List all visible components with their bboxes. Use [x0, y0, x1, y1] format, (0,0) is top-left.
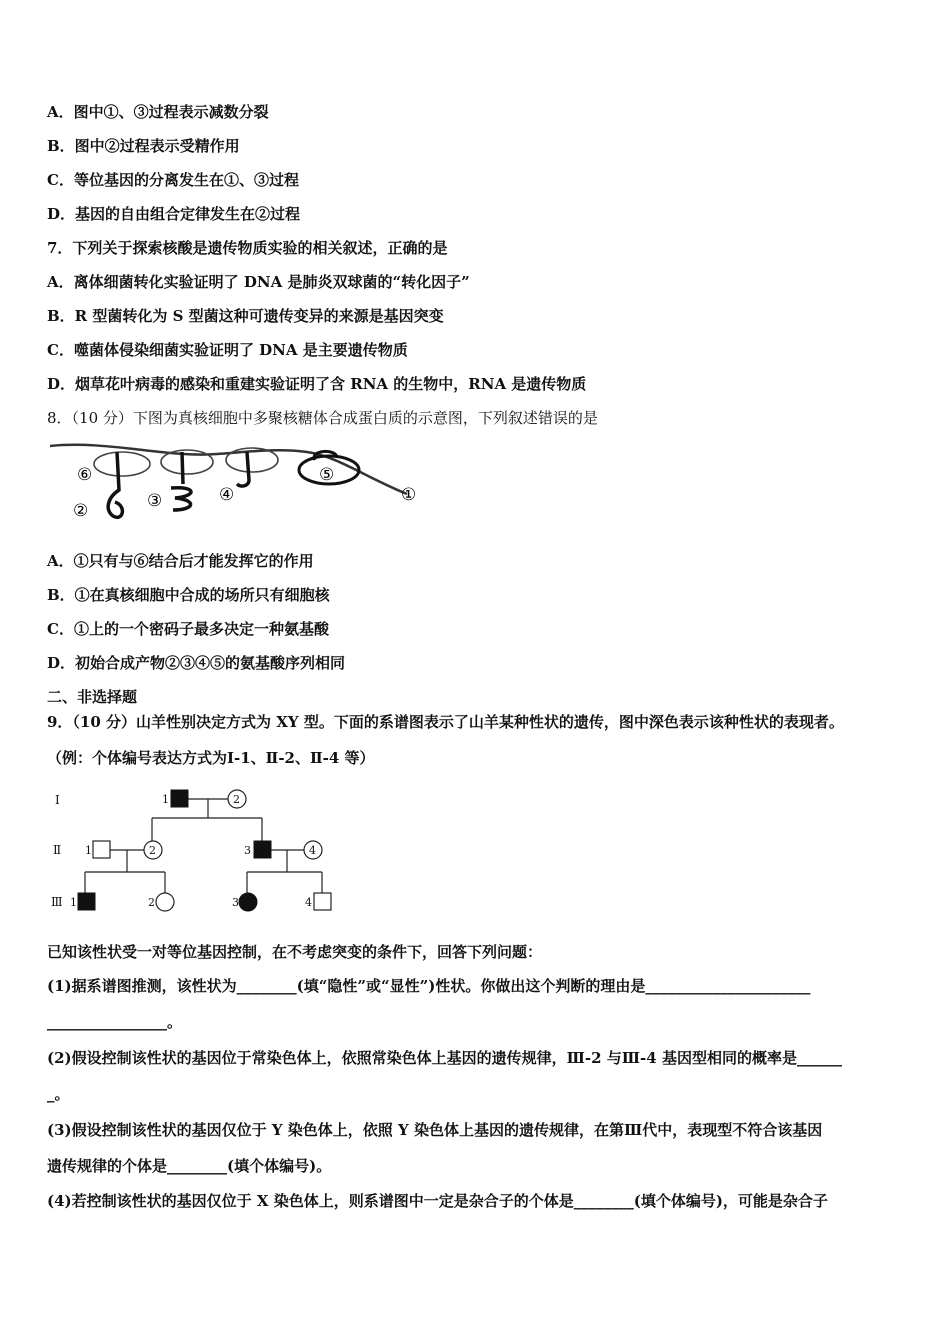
num-III-4: 4 [305, 896, 312, 909]
polyribosome-figure [47, 438, 437, 538]
q7-stem: 7．下列关于探索核酸是遗传物质实验的相关叙述，正确的是 [47, 239, 448, 257]
III-2-female [156, 893, 174, 911]
label-4: ④ [219, 485, 235, 505]
q9-part1-b: ________________。 [47, 1013, 183, 1031]
q8-option-b: B．①在真核细胞中合成的场所只有细胞核 [47, 586, 330, 604]
label-1: ① [401, 485, 417, 505]
q8-stem: 8．（10 分）下图为真核细胞中多聚核糖体合成蛋白质的示意图，下列叙述错误的是 [47, 409, 598, 427]
q6-option-d: D．基因的自由组合定律发生在②过程 [47, 205, 301, 223]
label-5: ⑤ [319, 465, 335, 485]
q6-option-b: B．图中②过程表示受精作用 [47, 137, 240, 155]
q9-part3-b: 遗传规律的个体是________(填个体编号)。 [47, 1157, 332, 1175]
q9-part2-a: (2)假设控制该性状的基因位于常染色体上，依照常染色体上基因的遗传规律，Ⅲ-2 与Ⅲ-4 基因型相同的概率是______ [47, 1049, 842, 1067]
q9-part2-b: _。 [47, 1085, 70, 1103]
q9-part4: (4)若控制该性状的基因仅位于 X 染色体上，则系谱图中一定是杂合子的个体是________(填个体编号)，可能是杂合子 [47, 1192, 828, 1210]
q7-option-d: D．烟草花叶病毒的感染和重建实验证明了含 RNA 的生物中，RNA 是遗传物质 [47, 375, 587, 393]
q9-example: （例：个体编号表达方式为Ⅰ-1、Ⅱ-2、Ⅱ-4 等） [47, 749, 375, 767]
q7-option-a: A．离体细菌转化实验证明了 DNA 是肺炎双球菌的“转化因子” [47, 273, 470, 291]
III-3-affected-female [239, 893, 257, 911]
q9-stem: 9．（10 分）山羊性别决定方式为 XY 型。下面的系谱图表示了山羊某种性状的遗传，图中深色表示该种性状的表现者。 [47, 713, 844, 731]
q6-option-c: C．等位基因的分离发生在①、③过程 [47, 171, 299, 189]
label-6: ⑥ [77, 465, 93, 485]
q9-intro: 已知该性状受一对等位基因控制，在不考虑突变的条件下，回答下列问题： [47, 943, 543, 961]
gen-label-3: Ⅲ [51, 895, 63, 909]
q7-option-c: C．噬菌体侵染细菌实验证明了 DNA 是主要遗传物质 [47, 341, 408, 359]
I-1-affected-male [171, 790, 188, 807]
num-II-4: 4 [309, 844, 316, 857]
q8-option-c: C．①上的一个密码子最多决定一种氨基酸 [47, 620, 329, 638]
gen-label-1: Ⅰ [55, 793, 60, 807]
q9-part3-a: (3)假设控制该性状的基因仅位于 Y 染色体上，依照 Y 染色体上基因的遗传规律，在第Ⅲ代中，表现型不符合该基因 [47, 1121, 823, 1139]
label-3: ③ [147, 491, 163, 511]
q8-option-a: A．①只有与⑥结合后才能发挥它的作用 [47, 552, 314, 570]
II-3-affected-male [254, 841, 271, 858]
num-III-3: 3 [232, 896, 239, 909]
III-4-male [314, 893, 331, 910]
section-heading: 二、非选择题 [47, 688, 138, 706]
num-II-2: 2 [149, 844, 156, 857]
III-1-affected-male [78, 893, 95, 910]
num-II-1: 1 [85, 844, 92, 857]
num-I-1: 1 [162, 793, 169, 806]
label-2: ② [73, 501, 89, 521]
q8-option-d: D．初始合成产物②③④⑤的氨基酸序列相同 [47, 654, 346, 672]
num-III-1: 1 [70, 896, 77, 909]
q6-option-a: A．图中①、③过程表示减数分裂 [47, 103, 269, 121]
II-1-male [93, 841, 110, 858]
num-III-2: 2 [148, 896, 155, 909]
q7-option-b: B．R 型菌转化为 S 型菌这种可遗传变异的来源是基因突变 [47, 307, 444, 325]
gen-label-2: Ⅱ [53, 843, 62, 857]
q9-part1-a: (1)据系谱图推测，该性状为________(填“隐性”或“显性”)性状。你做出这个判断的理由是______________________ [47, 977, 811, 995]
num-I-2: 2 [233, 793, 240, 806]
pedigree-chart [47, 780, 347, 920]
num-II-3: 3 [244, 844, 251, 857]
